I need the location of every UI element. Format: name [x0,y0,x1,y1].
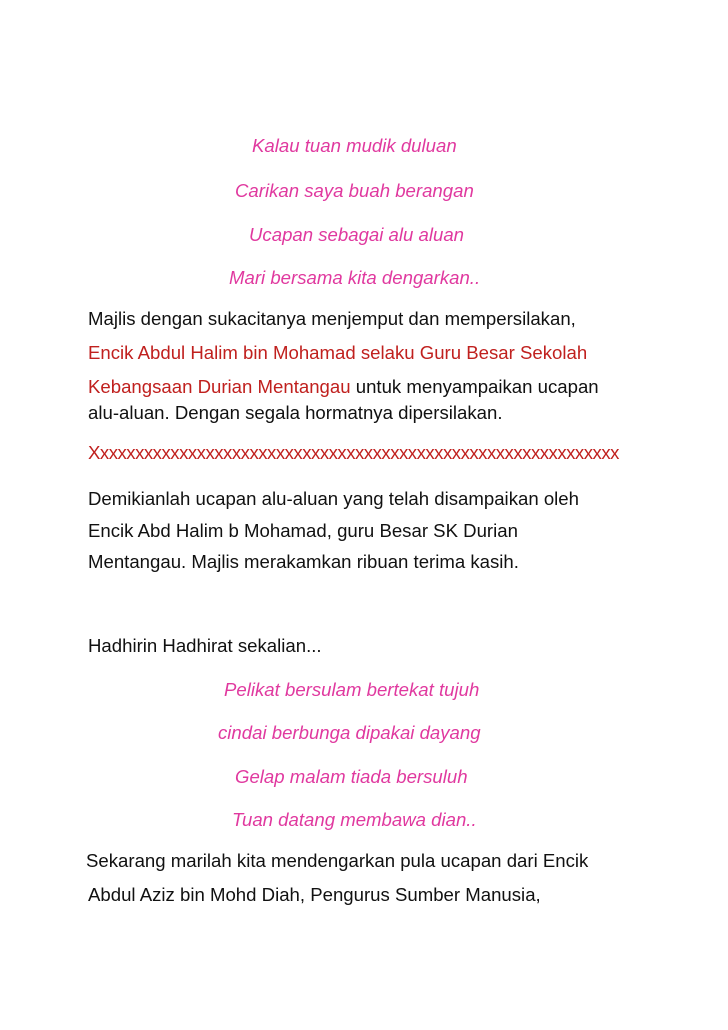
placeholder-line: Xxxxxxxxxxxxxxxxxxxxxxxxxxxxxxxxxxxxxxxxxxxxxxxxxxxxxxxxxxxx [88,442,619,463]
poem1-line-3: Ucapan sebagai alu aluan [249,224,465,245]
poem1-line-2: Carikan saya buah berangan [235,180,474,201]
para2-line-2: Encik Abd Halim b Mohamad, guru Besar SK Durian [88,520,518,541]
para2-line-1: Demikianlah ucapan alu-aluan yang telah disampaikan oleh [88,488,579,509]
para1-line-2: Encik Abdul Halim bin Mohamad selaku Guru Besar Sekolah [88,342,588,363]
para1-line-4: alu-aluan. Dengan segala hormatnya dipersilakan. [88,402,503,423]
para3-line-1: Sekarang marilah kita mendengarkan pula ucapan dari Encik [86,850,589,871]
poem2-line-2: cindai berbunga dipakai dayang [218,722,481,743]
poem1-line-4: Mari bersama kita dengarkan.. [229,267,481,288]
poem1-line-1: Kalau tuan mudik duluan [252,135,457,156]
para1-line-3-rest: untuk menyampaikan ucapan [350,376,599,397]
para3-line-2: Abdul Aziz bin Mohd Diah, Pengurus Sumber Manusia, [88,884,541,905]
para1-line-3 [88,374,648,400]
greeting: Hadhirin Hadhirat sekalian... [88,635,322,656]
poem2-line-1: Pelikat bersulam bertekat tujuh [224,679,480,700]
para2-line-3: Mentangau. Majlis merakamkan ribuan terima kasih. [88,551,519,572]
para1-line-1: Majlis dengan sukacitanya menjemput dan mempersilakan, [88,308,576,329]
poem2-line-4: Tuan datang membawa dian.. [232,809,477,830]
poem2-line-3: Gelap malam tiada bersuluh [235,766,468,787]
school-name: Kebangsaan Durian Mentangau [88,376,351,397]
